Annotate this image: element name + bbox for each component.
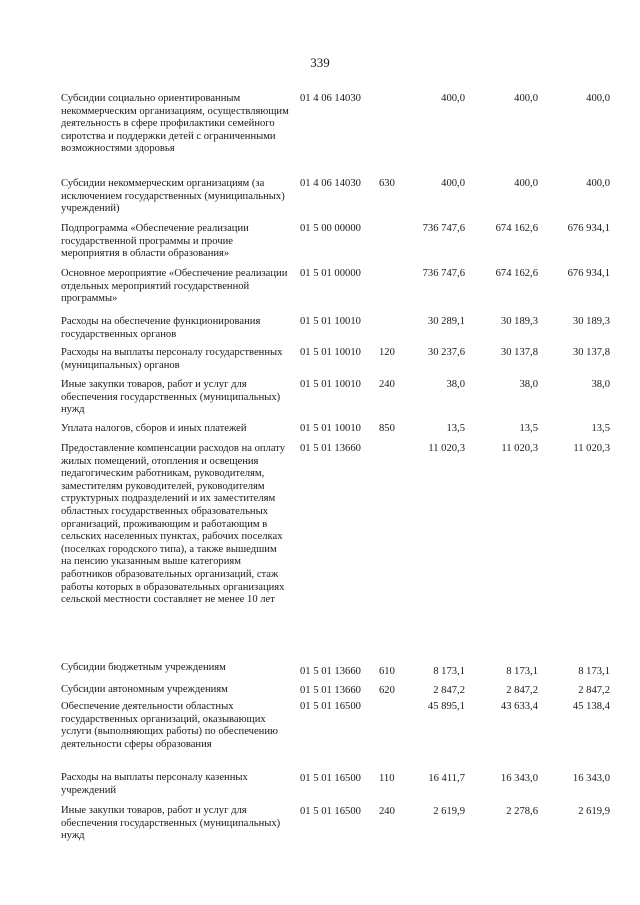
row-value-year1: 38,0	[446, 379, 465, 390]
row-value-year2: 30 189,3	[500, 316, 538, 327]
row-description: Субсидии некоммерческим организациям (за исключением государственных (муниципальных) учреждений)	[61, 178, 285, 215]
row-code: 01 5 01 10010	[300, 379, 361, 390]
row-value-year2: 400,0	[514, 178, 538, 189]
row-code: 01 5 01 10010	[300, 316, 361, 327]
row-value-year1: 11 020,3	[428, 443, 465, 454]
row-value-year1: 400,0	[441, 178, 465, 189]
row-value-year3: 38,0	[591, 379, 610, 390]
row-description: Иные закупки товаров, работ и услуг для обеспечения государственных (муниципальных) нужд	[61, 805, 281, 842]
row-value-year1: 45 895,1	[427, 701, 465, 712]
row-value-year1: 30 289,1	[427, 316, 465, 327]
row-description: Расходы на выплаты персоналу государственных (муниципальных) органов	[61, 347, 283, 371]
row-expense-type: 110	[379, 773, 395, 784]
row-value-year3: 45 138,4	[572, 701, 610, 712]
row-value-year3: 16 343,0	[572, 773, 610, 784]
row-value-year2: 2 847,2	[506, 685, 538, 696]
row-code: 01 5 01 00000	[300, 268, 361, 279]
row-value-year2: 30 137,8	[500, 347, 538, 358]
row-value-year1: 736 747,6	[422, 268, 465, 279]
row-value-year1: 8 173,1	[433, 666, 465, 677]
page-number: 339	[310, 55, 330, 70]
row-expense-type: 630	[379, 178, 395, 189]
row-value-year2: 11 020,3	[501, 443, 538, 454]
row-code: 01 5 01 16500	[300, 701, 361, 712]
row-code: 01 4 06 14030	[300, 178, 361, 189]
row-value-year3: 2 847,2	[578, 685, 610, 696]
row-description: Подпрограмма «Обеспечение реализации государственной программы и прочие мероприятия в области образования»	[61, 223, 249, 260]
row-value-year2: 674 162,6	[495, 268, 538, 279]
row-description: Расходы на выплаты персоналу казенных учреждений	[61, 772, 248, 796]
row-value-year3: 2 619,9	[578, 806, 610, 817]
row-code: 01 5 01 13660	[300, 666, 361, 677]
row-expense-type: 240	[379, 379, 395, 390]
row-value-year2: 16 343,0	[500, 773, 538, 784]
row-description: Субсидии автономным учреждениям	[61, 684, 228, 695]
row-value-year1: 16 411,7	[428, 773, 465, 784]
row-value-year3: 8 173,1	[578, 666, 610, 677]
row-expense-type: 240	[379, 806, 395, 817]
row-value-year3: 11 020,3	[573, 443, 610, 454]
row-code: 01 5 00 00000	[300, 223, 361, 234]
row-expense-type: 620	[379, 685, 395, 696]
row-expense-type: 610	[379, 666, 395, 677]
row-value-year3: 676 934,1	[567, 268, 610, 279]
row-value-year1: 30 237,6	[427, 347, 465, 358]
row-description: Предоставление компенсации расходов на оплату жилых помещений, отопления и освещения педагогическим работникам, руководителям, заместителям руководителей, руководителям структурных подразделений и их заместителям областных государственных образовательных организаций, проживающим и работающим в сельских населенных пунктах, рабочих поселках (поселках городского типа), а также вышедшим на пенсию указанным выше категориям работников образовательных организаций, стаж работы которых в образовательных организациях сельской местности составляет не менее 10 лет	[61, 443, 286, 606]
row-description: Иные закупки товаров, работ и услуг для обеспечения государственных (муниципальных) нужд	[61, 379, 281, 416]
row-value-year2: 13,5	[519, 423, 538, 434]
row-description: Обеспечение деятельности областных государственных организаций, оказывающих услуги (выполняющих работы) по обеспечению деятельности сферы образования	[61, 701, 278, 750]
row-code: 01 4 06 14030	[300, 93, 361, 104]
row-code: 01 5 01 10010	[300, 347, 361, 358]
row-description: Субсидии социально ориентированным некоммерческим организациям, осуществляющим деятельность в сфере профилактики семейного сиротства и поддержки детей с ограниченными возможностями здоровья	[61, 93, 289, 155]
row-code: 01 5 01 10010	[300, 423, 361, 434]
row-value-year1: 736 747,6	[422, 223, 465, 234]
row-description: Основное мероприятие «Обеспечение реализации отдельных мероприятий государственной программы»	[61, 268, 288, 305]
row-value-year2: 38,0	[519, 379, 538, 390]
row-description: Уплата налогов, сборов и иных платежей	[61, 423, 247, 434]
row-code: 01 5 01 13660	[300, 443, 361, 454]
row-value-year1: 2 619,9	[433, 806, 465, 817]
row-value-year2: 2 278,6	[506, 806, 538, 817]
row-value-year3: 400,0	[586, 178, 610, 189]
row-description: Субсидии бюджетным учреждениям	[61, 662, 226, 673]
row-code: 01 5 01 16500	[300, 773, 361, 784]
row-code: 01 5 01 13660	[300, 685, 361, 696]
row-value-year2: 674 162,6	[495, 223, 538, 234]
row-value-year3: 30 137,8	[572, 347, 610, 358]
row-value-year3: 400,0	[586, 93, 610, 104]
row-value-year3: 30 189,3	[572, 316, 610, 327]
row-value-year1: 2 847,2	[433, 685, 465, 696]
row-expense-type: 120	[379, 347, 395, 358]
row-code: 01 5 01 16500	[300, 806, 361, 817]
row-value-year2: 8 173,1	[506, 666, 538, 677]
row-value-year2: 43 633,4	[500, 701, 538, 712]
row-value-year2: 400,0	[514, 93, 538, 104]
row-value-year3: 676 934,1	[567, 223, 610, 234]
row-description: Расходы на обеспечение функционирования государственных органов	[61, 316, 261, 340]
row-value-year1: 400,0	[441, 93, 465, 104]
row-value-year3: 13,5	[591, 423, 610, 434]
row-expense-type: 850	[379, 423, 395, 434]
row-value-year1: 13,5	[446, 423, 465, 434]
